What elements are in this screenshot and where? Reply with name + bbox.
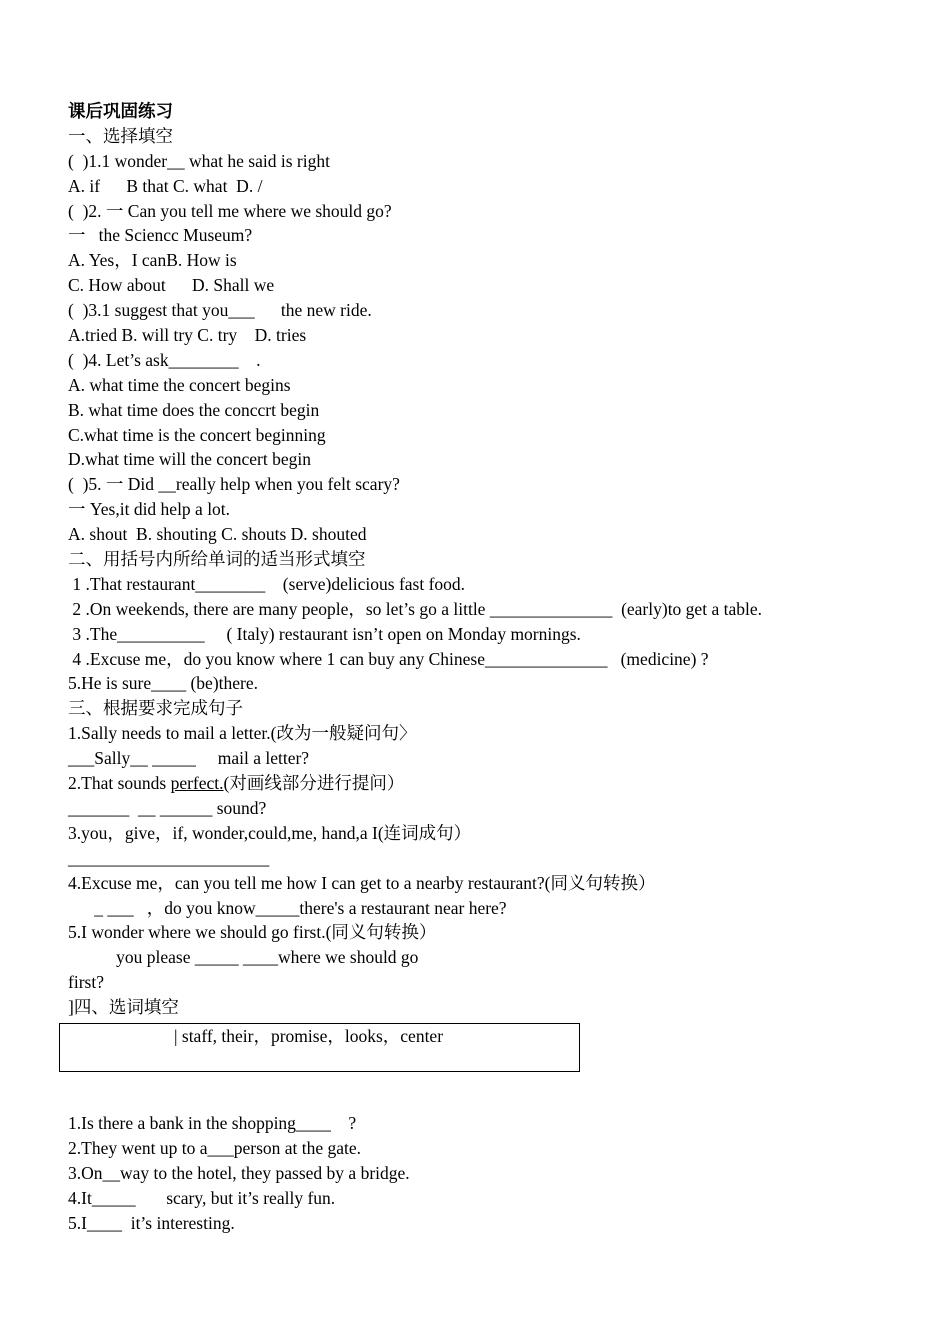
word-fill-4: 4.It_____ scary, but it’s really fun. — [68, 1187, 336, 1208]
sentence-5-prompt: 5.I wonder where we should go first.(同义句转换） — [68, 922, 437, 943]
section-4-heading: ]四、选词填空 — [68, 997, 179, 1018]
sentence-4-answer: _ ___ ，do you know_____there's a restaurant near here? — [68, 897, 507, 918]
word-bank-box — [59, 1023, 580, 1072]
fill-item-3: 3 .The__________ ( Italy) restaurant isn’t open on Monday mornings. — [68, 623, 581, 644]
sentence-1-prompt: 1.Sally needs to mail a letter.(改为一般疑问句〉 — [68, 723, 417, 744]
word-bank-text: | staff, their，promise，looks，center — [174, 1025, 444, 1046]
q4-option-a: A. what time the concert begins — [68, 374, 291, 395]
word-fill-1: 1.Is there a bank in the shopping____ ? — [68, 1112, 357, 1133]
sentence-2-prompt: 2.That sounds perfect.(对画线部分进行提问） — [68, 773, 405, 794]
sentence-2-answer: _______ __ ______ sound? — [68, 797, 267, 818]
fill-item-2: 2 .On weekends, there are many people，so let’s go a little ______________ (early)to get a table. — [68, 598, 762, 619]
q5-dialogue: 一 Yes,it did help a lot. — [68, 499, 231, 520]
fill-item-4: 4 .Excuse me，do you know where 1 can buy any Chinese______________ (medicine) ? — [68, 648, 709, 669]
q4-question: ( )4. Let’s ask________ . — [68, 349, 261, 370]
document-content — [68, 99, 928, 1235]
sentence-1-answer: ___Sally__ _____ mail a letter? — [68, 748, 310, 769]
sentence-3-answer: _______________________ — [68, 847, 270, 868]
word-fill-5: 5.I____ it’s interesting. — [68, 1212, 235, 1233]
q2-options-ab: A. Yes，I canB. How is — [68, 250, 237, 271]
q3-question: ( )3.1 suggest that you___ the new ride. — [68, 300, 372, 321]
q5-options: A. shout B. shouting C. shouts D. shouted — [68, 524, 367, 545]
document-title: 课后巩固练习 — [68, 101, 173, 121]
sentence-5-answer-cont: first? — [68, 972, 104, 993]
q2-dialogue: 一 the Sciencc Museum? — [68, 225, 253, 246]
q3-options: A.tried B. will try C. try D. tries — [68, 325, 307, 346]
sentence-5-answer: you please _____ ____where we should go — [68, 947, 419, 968]
sentence-4-prompt: 4.Excuse me，can you tell me how I can get to a nearby restaurant?(同义句转换） — [68, 872, 656, 893]
section-2-heading: 二、用括号内所给单词的适当形式填空 — [68, 549, 366, 570]
fill-item-1: 1 .That restaurant________ (serve)delicious fast food. — [68, 573, 466, 594]
fill-item-5: 5.He is sure____ (be)there. — [68, 673, 259, 694]
word-fill-2: 2.They went up to a___person at the gate. — [68, 1137, 362, 1158]
q5-question: ( )5. 一 Did __really help when you felt scary? — [68, 474, 400, 495]
q4-option-b: B. what time does the conccrt begin — [68, 399, 320, 420]
q2-question: ( )2. 一 Can you tell me where we should go? — [68, 200, 392, 221]
underlined-word: perfect. — [170, 773, 224, 794]
q1-question: ( )1.1 wonder__ what he said is right — [68, 150, 330, 171]
sentence-3-prompt: 3.you，give，if, wonder,could,me, hand,a I(连词成句） — [68, 822, 472, 843]
q2-options-cd: C. How about D. Shall we — [68, 275, 275, 296]
q4-option-c: C.what time is the concert beginning — [68, 424, 326, 445]
section-3-heading: 三、根据要求完成句子 — [68, 698, 243, 719]
section-1-heading: 一、选择填空 — [68, 125, 173, 146]
q4-option-d: D.what time will the concert begin — [68, 449, 311, 470]
q1-options: A. if B that C. what D. / — [68, 175, 263, 196]
word-fill-3: 3.On__way to the hotel, they passed by a bridge. — [68, 1162, 410, 1183]
